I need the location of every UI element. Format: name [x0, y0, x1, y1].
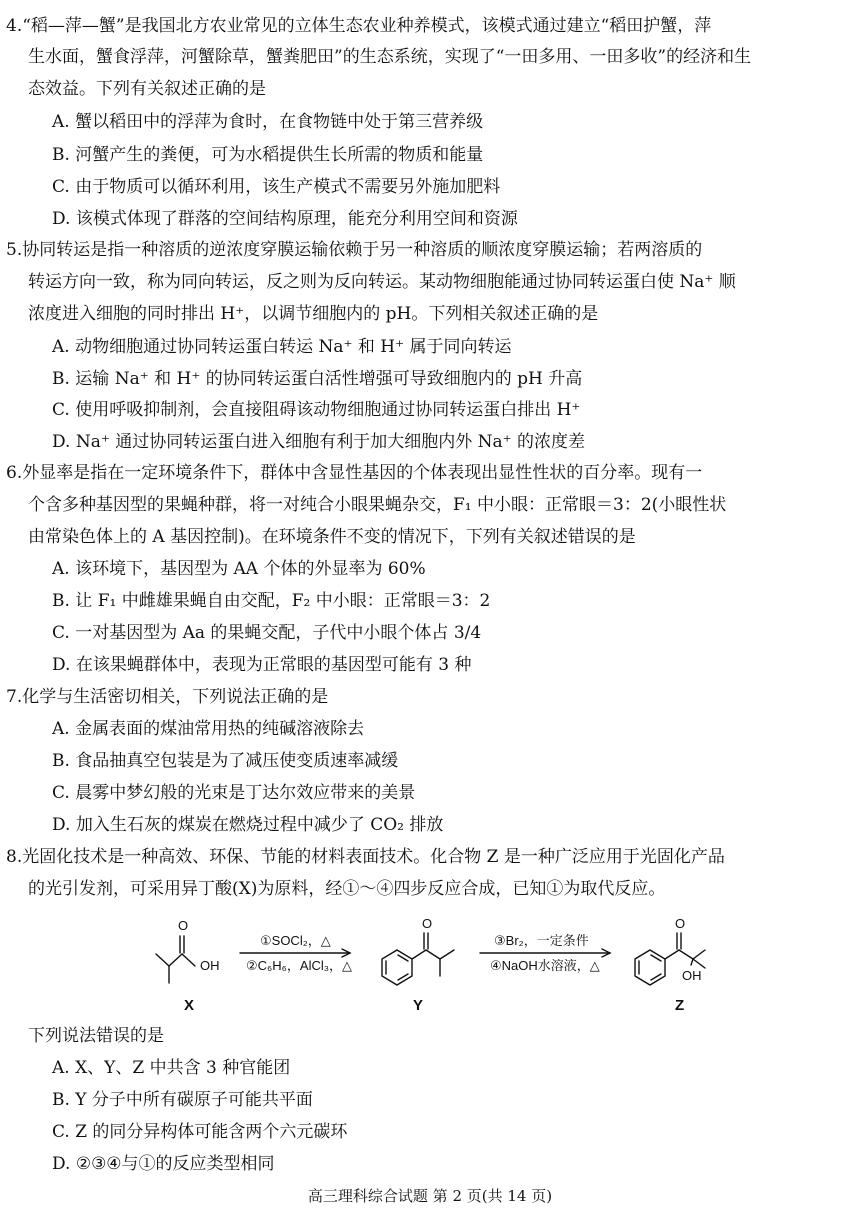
reaction-scheme [150, 906, 710, 1016]
question-6-option-a: A. 该环境下，基因型为 AA 个体的外显率为 60% [52, 559, 426, 579]
question-6-option-d: D. 在该果蝇群体中，表现为正常眼的基因型可能有 3 种 [52, 655, 472, 675]
question-8-option-c: C. Z 的同分异构体可能含两个六元碳环 [52, 1122, 348, 1142]
question-8-stem-line-2: 的光引发剂，可采用异丁酸(X)为原料，经①～④四步反应合成，已知①为取代反应。 [28, 879, 666, 899]
question-7-option-a: A. 金属表面的煤油常用热的纯碱溶液除去 [52, 719, 365, 739]
compound-x-hydroxyl: OH [200, 958, 220, 973]
question-8-stem-line-1: 8.光固化技术是一种高效、环保、节能的材料表面技术。化合物 Z 是一种广泛应用于光固化产品 [6, 847, 725, 867]
question-6-stem-line-1: 6.外显率是指在一定环境条件下，群体中含显性基因的个体表现出显性性状的百分率。现有一 [6, 463, 703, 483]
question-4-stem-line-2: 生水面，蟹食浮萍，河蟹除草，蟹粪肥田”的生态系统，实现了“一田多用、一田多收”的经济和生 [28, 47, 752, 67]
question-4-option-b: B. 河蟹产生的粪便，可为水稻提供生长所需的物质和能量 [52, 145, 484, 165]
question-8-prompt: 下列说法错误的是 [28, 1026, 164, 1046]
question-7-option-c: C. 晨雾中梦幻般的光束是丁达尔效应带来的美景 [52, 783, 416, 803]
question-5-option-a: A. 动物细胞通过协同转运蛋白转运 Na⁺ 和 H⁺ 属于同向转运 [52, 337, 512, 357]
reaction-step-1-reagent: ①SOCl₂，△ [260, 933, 331, 948]
compound-y-oxygen: O [422, 916, 433, 931]
compound-y-label: Y [413, 997, 424, 1014]
compound-x-label: X [184, 997, 195, 1014]
reaction-step-3-reagent: ③Br₂，一定条件 [494, 933, 589, 948]
question-6-stem-line-2: 个含多种基因型的果蝇种群，将一对纯合小眼果蝇杂交，F₁ 中小眼：正常眼＝3：2(小眼性状 [28, 495, 727, 515]
question-5-stem-line-1: 5.协同转运是指一种溶质的逆浓度穿膜运输依赖于另一种溶质的顺浓度穿膜运输；若两溶质的 [6, 240, 703, 260]
compound-x-oxygen: O [178, 918, 189, 933]
question-5-option-b: B. 运输 Na⁺ 和 H⁺ 的协同转运蛋白活性增强可导致细胞内的 pH 升高 [52, 369, 583, 389]
reaction-scheme-drawing [150, 906, 710, 1016]
compound-z-label: Z [675, 997, 685, 1014]
page-footer: 高三理科综合试题 第 2 页(共 14 页) [307, 1187, 553, 1205]
compound-z-oxygen: O [675, 916, 686, 931]
question-4-option-c: C. 由于物质可以循环利用，该生产模式不需要另外施加肥料 [52, 177, 501, 197]
question-4-stem-line-1: 4.“稻—萍—蟹”是我国北方农业常见的立体生态农业种养模式，该模式通过建立“稻田护蟹，萍 [6, 16, 712, 36]
question-4-stem-line-3: 态效益。下列有关叙述正确的是 [28, 79, 266, 99]
question-7-stem-line-1: 7.化学与生活密切相关，下列说法正确的是 [6, 687, 329, 707]
question-8-option-b: B. Y 分子中所有碳原子可能共平面 [52, 1090, 313, 1110]
question-5-option-c: C. 使用呼吸抑制剂，会直接阻碍该动物细胞通过协同转运蛋白排出 H⁺ [52, 400, 581, 420]
compound-y-structure [382, 933, 454, 985]
question-8-option-d: D. ②③④与①的反应类型相同 [52, 1154, 275, 1174]
question-6-stem-line-3: 由常染色体上的 A 基因控制)。在环境条件不变的情况下，下列有关叙述错误的是 [28, 527, 636, 547]
reaction-step-4-reagent: ④NaOH水溶液，△ [490, 958, 600, 973]
question-4-option-a: A. 蟹以稻田中的浮萍为食时，在食物链中处于第三营养级 [52, 112, 484, 132]
question-7-option-b: B. 食品抽真空包装是为了减压使变质速率减缓 [52, 751, 399, 771]
question-5-stem-line-3: 浓度进入细胞的同时排出 H⁺，以调节细胞内的 pH。下列相关叙述正确的是 [28, 304, 599, 324]
question-4-option-d: D. 该模式体现了群落的空间结构原理，能充分利用空间和资源 [52, 209, 518, 229]
question-5-stem-line-2: 转运方向一致，称为同向转运，反之则为反向转运。某动物细胞能通过协同转运蛋白使 Na⁺ 顺 [28, 272, 736, 292]
question-7-option-d: D. 加入生石灰的煤炭在燃烧过程中减少了 CO₂ 排放 [52, 815, 444, 835]
reaction-step-2-reagent: ②C₆H₆，AlCl₃，△ [246, 958, 353, 973]
question-8-option-a: A. X、Y、Z 中共含 3 种官能团 [52, 1058, 291, 1078]
question-6-option-c: C. 一对基因型为 Aa 的果蝇交配，子代中小眼个体占 3/4 [52, 623, 482, 643]
question-6-option-b: B. 让 F₁ 中雌雄果蝇自由交配，F₂ 中小眼：正常眼＝3：2 [52, 591, 491, 611]
compound-z-hydroxyl: OH [682, 968, 702, 983]
question-5-option-d: D. Na⁺ 通过协同转运蛋白进入细胞有利于加大细胞内外 Na⁺ 的浓度差 [52, 432, 586, 452]
compound-x-structure [156, 936, 195, 983]
